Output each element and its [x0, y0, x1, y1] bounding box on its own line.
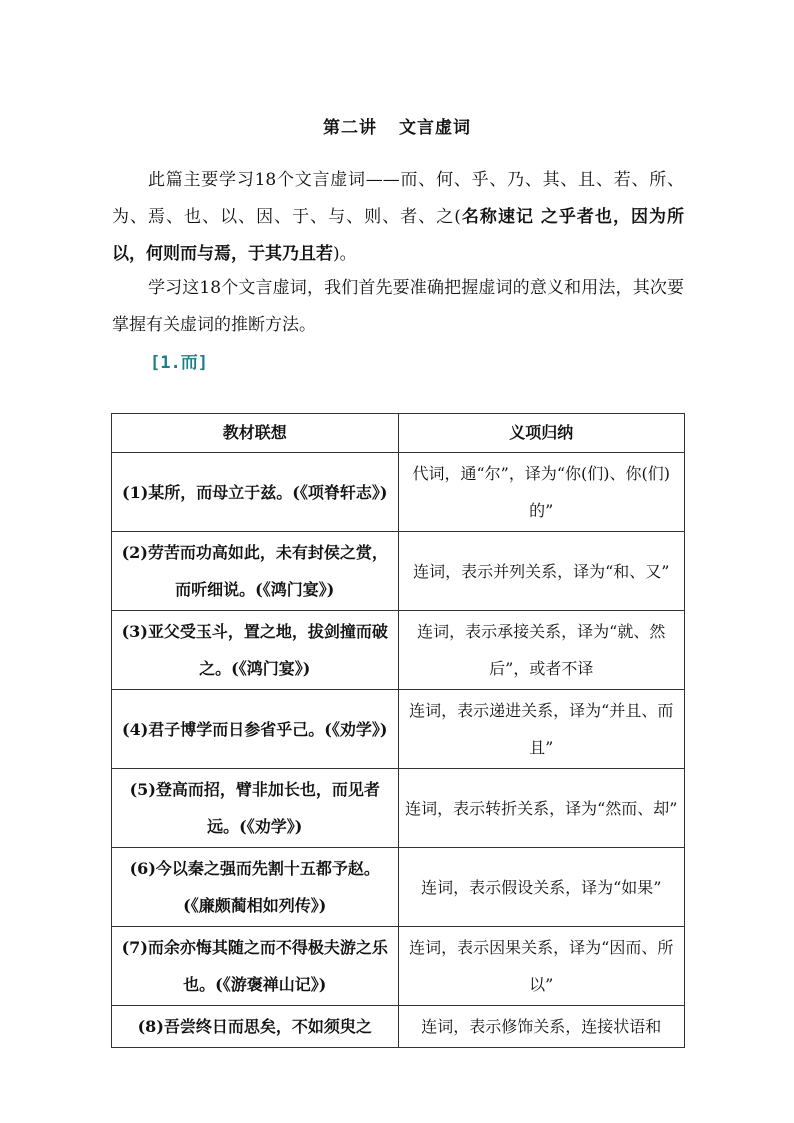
table-row	[112, 848, 685, 927]
example-cell: (6)今以秦之强而先割十五都予赵。(《廉颇蔺相如列传》)	[112, 848, 399, 927]
method-paragraph: 学习这18个文言虚词，我们首先要准确把握虚词的意义和用法，其次要掌握有关虚词的推断方法。	[112, 278, 684, 335]
function-word-table	[111, 413, 685, 1048]
header-examples: 教材联想	[112, 414, 399, 453]
intro-suffix: )。	[333, 244, 357, 264]
meaning-cell: 连词，表示承接关系，译为“就、然后”，或者不译	[398, 611, 685, 690]
meaning-cell: 连词，表示递进关系，译为“并且、而且”	[398, 690, 685, 769]
example-cell: (8)吾尝终日而思矣，不如须臾之	[112, 1006, 399, 1048]
table-header-row	[112, 414, 685, 453]
example-cell: (3)亚父受玉斗，置之地，拔剑撞而破之。(《鸿门宴》)	[112, 611, 399, 690]
table-row	[112, 769, 685, 848]
meaning-cell: 代词，通“尔”，译为“你(们)、你(们)的”	[398, 453, 685, 532]
title-part-1: 第二讲	[323, 118, 377, 138]
table-row	[112, 611, 685, 690]
table-row	[112, 453, 685, 532]
intro-mnemonic: 名称速记 之乎者也，因为所以，何则而与焉，于其乃且若	[112, 207, 685, 264]
table-row	[112, 532, 685, 611]
example-cell: (2)劳苦而功高如此，未有封侯之赏，而听细说。(《鸿门宴》)	[112, 532, 399, 611]
example-cell: (5)登高而招，臂非加长也，而见者远。(《劝学》)	[112, 769, 399, 848]
example-cell: (4)君子博学而日参省乎己。(《劝学》)	[112, 690, 399, 769]
meaning-cell: 连词，表示因果关系，译为“因而、所以”	[398, 927, 685, 1006]
meaning-cell: 连词，表示修饰关系，连接状语和	[398, 1006, 685, 1048]
page-title	[0, 113, 794, 138]
example-cell: (7)而余亦悔其随之而不得极夫游之乐也。(《游褒禅山记》)	[112, 927, 399, 1006]
meaning-cell: 连词，表示并列关系，译为“和、又”	[398, 532, 685, 611]
example-cell: (1)某所，而母立于兹。(《项脊轩志》)	[112, 453, 399, 532]
intro-paragraph	[112, 162, 684, 273]
title-part-2: 文言虚词	[399, 118, 471, 138]
header-meanings: 义项归纳	[398, 414, 685, 453]
table-row	[112, 927, 685, 1006]
table-row	[112, 1006, 685, 1048]
section-label: [1.而]	[150, 353, 208, 373]
meaning-cell: 连词，表示假设关系，译为“如果”	[398, 848, 685, 927]
table-row	[112, 690, 685, 769]
meaning-cell: 连词，表示转折关系，译为“然而、却”	[398, 769, 685, 848]
intro-prefix: 此篇主要学习18个文言虚词——而、何、乎、乃、其、且、若、所、为、焉、也、以、因、于、与、则、者、之(	[112, 170, 684, 227]
